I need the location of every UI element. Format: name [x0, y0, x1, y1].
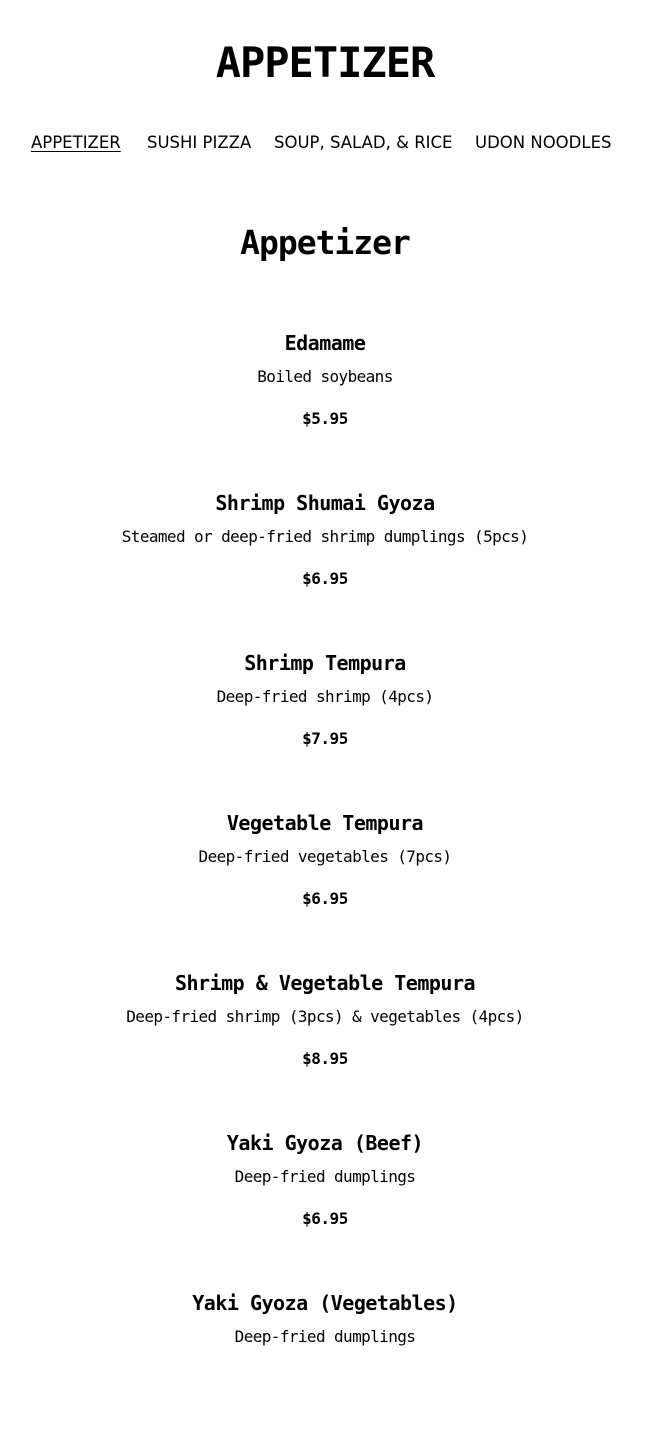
- item-description: Deep-fried dumplings: [234, 1327, 416, 1346]
- menu-item-list: [0, 326, 650, 1446]
- item-price: $6.95: [302, 569, 348, 588]
- item-price: [0, 1366, 650, 1392]
- section-title: Appetizer: [240, 223, 410, 262]
- item-name: Yaki Gyoza (Vegetables): [192, 1291, 458, 1315]
- nav-item-sushi-pizza[interactable]: SUSHI PIZZA: [147, 133, 252, 152]
- menu-item: [0, 646, 650, 806]
- menu-item: [0, 326, 650, 486]
- item-price: $6.95: [302, 889, 348, 908]
- item-description: Deep-fried shrimp (4pcs): [216, 687, 434, 706]
- item-description: Deep-fried shrimp (3pcs) & vegetables (4pcs): [126, 1007, 524, 1026]
- item-name: Shrimp Shumai Gyoza: [215, 491, 435, 515]
- item-price: $7.95: [302, 729, 348, 748]
- menu-item: [0, 486, 650, 646]
- item-description: Steamed or deep-fried shrimp dumplings (5pcs): [121, 527, 529, 546]
- item-name: Vegetable Tempura: [226, 811, 424, 835]
- nav-item-udon-noodles[interactable]: UDON NOODLES: [475, 133, 612, 152]
- menu-item: [0, 966, 650, 1126]
- nav-item-appetizer[interactable]: APPETIZER: [31, 133, 121, 152]
- item-price: $6.95: [302, 1209, 348, 1228]
- category-nav: [0, 132, 650, 154]
- item-name: Shrimp Tempura: [244, 651, 406, 675]
- item-description: Boiled soybeans: [257, 367, 393, 386]
- item-name: Shrimp & Vegetable Tempura: [174, 971, 476, 995]
- item-price: $5.95: [302, 409, 348, 428]
- menu-item: [0, 806, 650, 966]
- item-price: $8.95: [302, 1049, 348, 1068]
- page-title: APPETIZER: [215, 38, 435, 87]
- item-description: Deep-fried dumplings: [234, 1167, 416, 1186]
- nav-item-soup-salad-rice[interactable]: SOUP, SALAD, & RICE: [274, 133, 453, 152]
- menu-item: [0, 1286, 650, 1446]
- item-description: Deep-fried vegetables (7pcs): [198, 847, 452, 866]
- item-name: Yaki Gyoza (Beef): [226, 1131, 424, 1155]
- menu-item: [0, 1126, 650, 1286]
- item-name: Edamame: [284, 331, 366, 355]
